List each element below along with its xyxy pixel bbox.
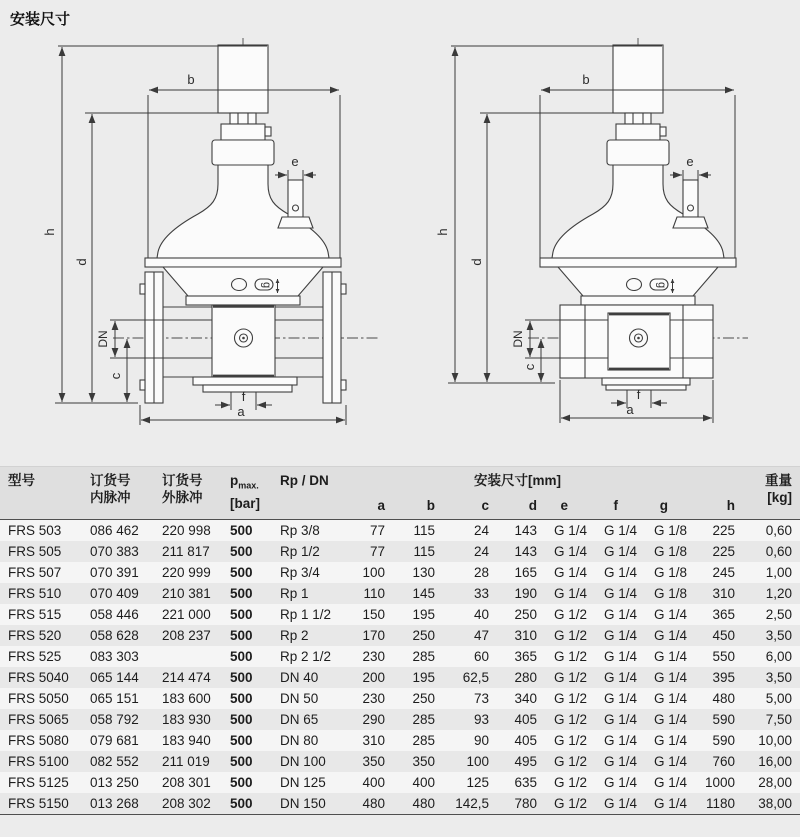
table-cell: Rp 2 xyxy=(280,628,309,643)
dim-label-h: h xyxy=(42,228,57,236)
table-cell: G 1/8 xyxy=(653,586,687,601)
table-cell: 285 xyxy=(412,733,435,748)
table-cell: 24 xyxy=(473,523,489,538)
dim-label-dn: DN xyxy=(96,330,110,348)
table-cell: G 1/2 xyxy=(553,649,587,664)
col-header-dim-c: c xyxy=(438,492,492,520)
table-cell: 245 xyxy=(712,565,735,580)
table-cell: G 1/4 xyxy=(653,691,687,706)
dim-label-e: e xyxy=(291,154,299,169)
table-cell: 500 xyxy=(230,628,253,643)
table-cell: 211 019 xyxy=(162,754,210,769)
dim-label-a: a xyxy=(237,404,245,419)
table-cell: G 1/4 xyxy=(603,607,637,622)
table-cell: FRS 510 xyxy=(8,586,62,601)
table-cell: G 1/4 xyxy=(603,649,637,664)
table-cell: 340 xyxy=(514,691,537,706)
table-cell: 500 xyxy=(230,523,253,538)
table-cell: DN 65 xyxy=(280,712,319,727)
table-cell: 110 xyxy=(363,586,385,601)
table-cell: 220 998 xyxy=(162,523,211,538)
table-cell: G 1/4 xyxy=(603,775,637,790)
table-cell: 1,20 xyxy=(765,586,792,601)
table-cell: 070 409 xyxy=(90,586,139,601)
dim-label-d: d xyxy=(469,258,484,266)
table-cell: Rp 1 1/2 xyxy=(280,607,332,622)
col-header-order-external: 订货号 外脉冲 xyxy=(162,467,230,520)
dim-label-h: h xyxy=(435,228,450,236)
table-cell: 450 xyxy=(712,628,735,643)
table-cell: 065 144 xyxy=(90,670,139,685)
table-cell: 500 xyxy=(230,544,253,559)
table-cell: 310 xyxy=(514,628,537,643)
table-cell: 28,00 xyxy=(758,775,792,790)
table-cell: 38,00 xyxy=(758,796,792,811)
table-cell: G 1/4 xyxy=(653,733,687,748)
dim-label-b: b xyxy=(582,72,590,87)
table-cell: G 1/4 xyxy=(603,628,637,643)
table-cell: 190 xyxy=(514,586,537,601)
table-row xyxy=(0,541,800,562)
table-cell: G 1/4 xyxy=(653,775,687,790)
table-cell: 480 xyxy=(362,796,385,811)
col-header-rp-dn: Rp / DN xyxy=(280,467,342,520)
table-cell: 145 xyxy=(412,586,435,601)
table-cell: 3,50 xyxy=(765,628,792,643)
col-header-dim-h: h xyxy=(690,492,738,520)
col-header-weight: 重量 [kg] xyxy=(738,467,800,520)
table-cell: 495 xyxy=(514,754,537,769)
table-cell: Rp 3/4 xyxy=(280,565,320,580)
table-row xyxy=(0,709,800,730)
table-cell: 405 xyxy=(514,733,537,748)
dim-label-c: c xyxy=(522,363,537,371)
table-cell: 183 600 xyxy=(162,691,211,706)
table-cell: 40 xyxy=(473,607,489,622)
table-cell: G 1/2 xyxy=(553,733,587,748)
table-cell: 500 xyxy=(230,649,253,664)
table-cell: 210 381 xyxy=(162,586,211,601)
col-header-dim-d: d xyxy=(492,492,540,520)
table-cell: 230 xyxy=(362,691,385,706)
table-cell: 33 xyxy=(473,586,489,601)
table-cell: 070 391 xyxy=(90,565,139,580)
table-cell: 230 xyxy=(362,649,385,664)
table-cell: 6,00 xyxy=(765,649,792,664)
table-cell: 208 237 xyxy=(162,628,211,643)
table-cell: G 1/4 xyxy=(653,607,687,622)
table-cell: G 1/4 xyxy=(603,754,637,769)
table-cell: FRS 525 xyxy=(8,649,62,664)
table-cell: 5,00 xyxy=(765,691,792,706)
table-cell: 070 383 xyxy=(90,544,139,559)
table-cell: 47 xyxy=(473,628,489,643)
table-row xyxy=(0,646,800,667)
table-cell: 285 xyxy=(412,649,435,664)
table-cell: 3,50 xyxy=(765,670,792,685)
table-cell: G 1/4 xyxy=(653,796,687,811)
table-cell: FRS 520 xyxy=(8,628,62,643)
table-cell: 208 301 xyxy=(162,775,211,790)
table-cell: 250 xyxy=(412,691,435,706)
table-cell: 170 xyxy=(362,628,385,643)
table-cell: 310 xyxy=(712,586,735,601)
table-row xyxy=(0,520,800,542)
table-cell: 208 302 xyxy=(162,796,211,811)
table-cell: 195 xyxy=(412,670,435,685)
col-header-dim-e: e xyxy=(540,492,590,520)
table-cell: 220 999 xyxy=(162,565,211,580)
table-cell: 400 xyxy=(362,775,385,790)
table-cell: Rp 3/8 xyxy=(280,523,320,538)
table-cell: G 1/2 xyxy=(553,691,587,706)
col-header-order-internal: 订货号 内脉冲 xyxy=(90,467,162,520)
table-cell: 500 xyxy=(230,670,253,685)
table-cell: 214 474 xyxy=(162,670,211,685)
table-cell: 500 xyxy=(230,796,253,811)
table-cell: 7,50 xyxy=(765,712,792,727)
table-cell: 780 xyxy=(514,796,537,811)
col-header-dim-a: a xyxy=(342,492,388,520)
table-cell: 62,5 xyxy=(462,670,489,685)
table-cell: G 1/2 xyxy=(553,628,587,643)
dim-label-g: g xyxy=(260,281,273,289)
table-cell: G 1/4 xyxy=(603,733,637,748)
table-cell: 115 xyxy=(413,544,435,559)
table-row xyxy=(0,730,800,751)
table-cell: 100 xyxy=(362,565,385,580)
table-cell: 183 930 xyxy=(162,712,211,727)
col-header-dim-f: f xyxy=(590,492,640,520)
table-cell: 0,60 xyxy=(765,544,792,559)
table-cell: 079 681 xyxy=(90,733,139,748)
table-cell: Rp 2 1/2 xyxy=(280,649,332,664)
dim-label-b: b xyxy=(187,72,195,87)
table-cell xyxy=(162,646,230,667)
table-cell: 125 xyxy=(466,775,489,790)
table-cell: FRS 507 xyxy=(8,565,62,580)
table-cell: 24 xyxy=(473,544,489,559)
table-cell: 480 xyxy=(412,796,435,811)
table-row xyxy=(0,667,800,688)
table-cell: 350 xyxy=(362,754,385,769)
table-cell: 310 xyxy=(362,733,385,748)
table-cell: 2,50 xyxy=(765,607,792,622)
table-cell: 590 xyxy=(712,712,735,727)
table-cell: 250 xyxy=(514,607,537,622)
table-cell: G 1/4 xyxy=(603,670,637,685)
threaded-valve-drawing xyxy=(423,32,795,432)
col-header-dimensions-group: 安装尺寸[mm] xyxy=(342,467,738,493)
col-header-model: 型号 xyxy=(0,467,90,520)
table-cell: 082 552 xyxy=(90,754,139,769)
table-cell: 365 xyxy=(514,649,537,664)
table-row xyxy=(0,562,800,583)
dimension-table xyxy=(0,466,800,815)
table-cell: 1180 xyxy=(705,796,735,811)
table-cell: G 1/2 xyxy=(553,754,587,769)
table-cell: 150 xyxy=(362,607,385,622)
table-cell: FRS 5150 xyxy=(8,796,69,811)
table-cell: G 1/2 xyxy=(553,607,587,622)
table-cell: G 1/4 xyxy=(653,754,687,769)
table-cell: DN 80 xyxy=(280,733,319,748)
table-cell: 500 xyxy=(230,754,253,769)
page-title: 安装尺寸 xyxy=(10,11,71,28)
table-cell: 290 xyxy=(362,712,385,727)
table-cell: DN 40 xyxy=(280,670,319,685)
table-cell: 143 xyxy=(514,523,537,538)
table-cell: 058 792 xyxy=(90,712,139,727)
col-header-dim-b: b xyxy=(388,492,438,520)
table-cell: FRS 5125 xyxy=(8,775,69,790)
table-cell: FRS 505 xyxy=(8,544,62,559)
table-cell: 500 xyxy=(230,712,253,727)
table-cell: G 1/2 xyxy=(553,712,587,727)
table-cell: G 1/4 xyxy=(603,796,637,811)
table-cell: G 1/2 xyxy=(553,670,587,685)
table-cell: 500 xyxy=(230,733,253,748)
table-cell: 90 xyxy=(473,733,489,748)
table-cell: DN 150 xyxy=(280,796,326,811)
table-cell: FRS 5080 xyxy=(8,733,69,748)
table-cell: 93 xyxy=(473,712,489,727)
table-cell: G 1/4 xyxy=(553,523,587,538)
table-cell: 200 xyxy=(362,670,385,685)
table-cell: 285 xyxy=(412,712,435,727)
table-cell: FRS 5040 xyxy=(8,670,69,685)
table-cell: G 1/4 xyxy=(553,544,587,559)
table-cell: 013 250 xyxy=(90,775,139,790)
table-cell: FRS 5065 xyxy=(8,712,69,727)
table-cell: FRS 515 xyxy=(8,607,62,622)
table-cell: 500 xyxy=(230,586,253,601)
table-cell: 395 xyxy=(712,670,735,685)
table-cell: 350 xyxy=(412,754,435,769)
table-cell: 550 xyxy=(712,649,735,664)
table-cell: 500 xyxy=(230,565,253,580)
table-cell: 0,60 xyxy=(765,523,792,538)
table-cell: 195 xyxy=(412,607,435,622)
dim-label-f: f xyxy=(241,389,246,404)
table-cell: 500 xyxy=(230,691,253,706)
table-cell: 16,00 xyxy=(758,754,792,769)
table-cell: 1,00 xyxy=(765,565,792,580)
table-cell: 142,5 xyxy=(455,796,489,811)
table-cell: 130 xyxy=(412,565,435,580)
table-row xyxy=(0,583,800,604)
table-cell: G 1/4 xyxy=(653,670,687,685)
table-cell: 500 xyxy=(230,775,253,790)
table-cell: G 1/2 xyxy=(553,775,587,790)
table-cell: G 1/8 xyxy=(653,523,687,538)
table-cell: Rp 1 xyxy=(280,586,309,601)
table-cell: 73 xyxy=(473,691,489,706)
dim-label-g: g xyxy=(655,281,668,289)
table-cell: 183 940 xyxy=(162,733,211,748)
table-cell: FRS 5100 xyxy=(8,754,69,769)
table-cell: 760 xyxy=(712,754,735,769)
table-cell: 480 xyxy=(712,691,735,706)
table-cell: 365 xyxy=(712,607,735,622)
table-row xyxy=(0,688,800,709)
table-cell: 77 xyxy=(369,523,385,538)
table-cell: 280 xyxy=(514,670,537,685)
table-cell: 635 xyxy=(514,775,537,790)
table-row xyxy=(0,604,800,625)
table-cell: G 1/4 xyxy=(603,523,637,538)
dim-label-dn: DN xyxy=(511,330,525,348)
table-cell: G 1/4 xyxy=(603,712,637,727)
dimension-diagram-flanged xyxy=(28,32,403,437)
table-cell: 400 xyxy=(412,775,435,790)
table-row xyxy=(0,793,800,815)
table-cell: 10,00 xyxy=(758,733,792,748)
flanged-valve-drawing xyxy=(28,32,403,432)
table-cell: G 1/2 xyxy=(553,796,587,811)
table-cell: 405 xyxy=(514,712,537,727)
table-cell: 1000 xyxy=(704,775,735,790)
table-cell: FRS 503 xyxy=(8,523,62,538)
table-cell: 221 000 xyxy=(162,607,211,622)
table-cell: G 1/4 xyxy=(603,691,637,706)
table-cell: 28 xyxy=(473,565,489,580)
table-cell: 500 xyxy=(230,607,253,622)
table-cell: G 1/4 xyxy=(603,565,637,580)
table-cell: 065 151 xyxy=(90,691,139,706)
table-cell: G 1/4 xyxy=(653,628,687,643)
table-cell: 590 xyxy=(712,733,735,748)
table-row xyxy=(0,772,800,793)
table-cell: 115 xyxy=(413,523,435,538)
table-cell: G 1/4 xyxy=(553,586,587,601)
table-cell: 058 628 xyxy=(90,628,139,643)
dim-label-d: d xyxy=(74,258,89,266)
table-cell: 165 xyxy=(514,565,537,580)
table-cell: Rp 1/2 xyxy=(280,544,320,559)
dimension-diagram-threaded xyxy=(423,32,795,437)
table-row xyxy=(0,625,800,646)
dim-label-e: e xyxy=(686,154,694,169)
col-header-dim-g: g xyxy=(640,492,690,520)
col-header-pmax: $p_{max.}$ [bar] xyxy=(230,467,280,520)
table-cell: 086 462 xyxy=(90,523,139,538)
table-cell: 143 xyxy=(514,544,537,559)
table-cell: 211 817 xyxy=(162,544,210,559)
table-cell: G 1/4 xyxy=(603,586,637,601)
frs-models-table xyxy=(0,466,800,815)
dim-label-c: c xyxy=(108,372,123,380)
table-cell: 083 303 xyxy=(90,649,139,664)
table-row xyxy=(0,751,800,772)
table-cell: 225 xyxy=(712,544,735,559)
table-cell: G 1/4 xyxy=(553,565,587,580)
table-cell: DN 125 xyxy=(280,775,326,790)
table-cell: G 1/4 xyxy=(653,649,687,664)
table-cell: FRS 5050 xyxy=(8,691,69,706)
table-cell: G 1/4 xyxy=(603,544,637,559)
table-cell: 77 xyxy=(369,544,385,559)
table-cell: DN 50 xyxy=(280,691,319,706)
table-body xyxy=(0,520,800,815)
dim-label-f: f xyxy=(636,387,641,402)
table-cell: 013 268 xyxy=(90,796,139,811)
table-cell: 058 446 xyxy=(90,607,139,622)
table-cell: G 1/4 xyxy=(653,712,687,727)
table-cell: 225 xyxy=(712,523,735,538)
dim-label-a: a xyxy=(626,402,634,417)
table-cell: G 1/8 xyxy=(653,565,687,580)
table-cell: 100 xyxy=(466,754,489,769)
table-cell: 60 xyxy=(473,649,489,664)
table-cell: G 1/8 xyxy=(653,544,687,559)
table-cell: 250 xyxy=(412,628,435,643)
table-cell: DN 100 xyxy=(280,754,326,769)
